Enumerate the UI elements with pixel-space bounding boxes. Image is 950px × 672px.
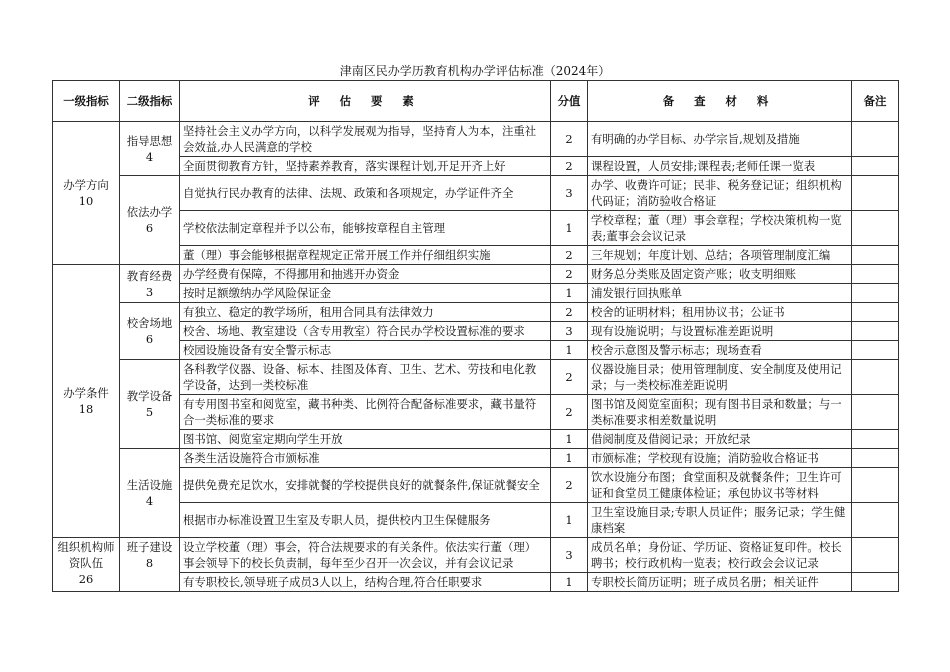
notes-cell — [852, 430, 899, 449]
score-cell: 2 — [551, 360, 588, 395]
criteria-cell: 学校依法制定章程并予以公布，能够按章程自主管理 — [180, 211, 551, 246]
score-cell: 1 — [551, 573, 588, 592]
level1-name: 办学方向 — [63, 178, 109, 192]
level2-cell — [120, 303, 180, 360]
notes-cell — [852, 303, 899, 322]
criteria-cell: 董（理）事会能够根据章程规定正常开展工作并仔细组织实施 — [180, 246, 551, 265]
level2-cell — [120, 360, 180, 449]
materials-cell: 饮水设施分布图；食堂面积及就餐条件；卫生许可证和食堂员工健康体检证；承包协议书等材料 — [588, 468, 852, 503]
criteria-cell: 有专职校长,领导班子成员3人以上，结构合理,符合任职要求 — [180, 573, 551, 592]
score-cell: 1 — [551, 211, 588, 246]
materials-cell: 校舍的证明材料；租用协议书；公证书 — [588, 303, 852, 322]
notes-cell — [852, 157, 899, 176]
level1-score: 18 — [78, 402, 94, 416]
notes-cell — [852, 395, 899, 430]
criteria-cell: 提供免费充足饮水，安排就餐的学校提供良好的就餐条件,保证就餐安全 — [180, 468, 551, 503]
level2-name: 依法办学 — [126, 205, 173, 219]
table-row — [53, 303, 899, 322]
level1-name: 组织机构师资队伍 — [57, 540, 115, 570]
materials-cell: 仪器设施目录；使用管理制度、安全制度及使用记录；与一类校标准差距说明 — [588, 360, 852, 395]
evaluation-table — [52, 80, 899, 592]
criteria-cell: 校舍、场地、教室建设（含专用教室）符合民办学校设置标准的要求 — [180, 322, 551, 341]
header-notes: 备注 — [852, 81, 899, 122]
table-row — [53, 341, 899, 360]
level2-name: 校舍场地 — [126, 316, 173, 330]
level2-score: 3 — [145, 284, 154, 299]
level2-cell — [120, 265, 180, 303]
notes-cell — [852, 538, 899, 573]
notes-cell — [852, 503, 899, 538]
notes-cell — [852, 211, 899, 246]
score-cell: 3 — [551, 176, 588, 211]
notes-cell — [852, 176, 899, 211]
score-cell: 3 — [551, 322, 588, 341]
materials-cell: 浦发银行回执账单 — [588, 284, 852, 303]
header-materials: 备 查 材 料 — [588, 81, 852, 122]
notes-cell — [852, 284, 899, 303]
materials-cell: 办学、收费许可证；民非、税务登记证；组织机构代码证；消防验收合格证 — [588, 176, 852, 211]
level2-cell — [120, 449, 180, 538]
table-row — [53, 246, 899, 265]
document-title: 津南区民办学历教育机构办学评估标准（2024年） — [339, 64, 611, 78]
criteria-cell: 有独立、稳定的教学场所，租用合同具有法律效力 — [180, 303, 551, 322]
level2-score: 4 — [145, 494, 154, 508]
table-row — [53, 449, 899, 468]
score-cell: 1 — [551, 449, 588, 468]
materials-cell: 校舍示意图及警示标志；现场查看 — [588, 341, 852, 360]
table-row — [53, 573, 899, 592]
score-cell: 1 — [551, 430, 588, 449]
table-row — [53, 284, 899, 303]
materials-cell: 学校章程；董（理）事会章程；学校决策机构一览表;董事会会议记录 — [588, 211, 852, 246]
criteria-cell: 有专用图书室和阅览室，藏书种类、比例符合配备标准要求，藏书量符合一类标准的要求 — [180, 395, 551, 430]
criteria-cell: 坚持社会主义办学方向，以科学发展观为指导，坚持育人为本，注重社会效益,办人民满意的学校 — [180, 122, 551, 157]
score-cell: 3 — [551, 538, 588, 573]
criteria-cell: 自觉执行民办教育的法律、法规、政策和各项规定，办学证件齐全 — [180, 176, 551, 211]
criteria-cell: 各科教学仪器、设备、标本、挂图及体育、卫生、艺术、劳技和电化教学设备，达到一类校标准 — [180, 360, 551, 395]
level2-cell — [120, 538, 180, 592]
notes-cell — [852, 322, 899, 341]
table-row — [53, 503, 899, 538]
level2-name: 指导思想 — [126, 133, 173, 148]
level1-cell — [53, 122, 120, 265]
header-level2: 二级指标 — [120, 81, 180, 122]
table-row — [53, 157, 899, 176]
criteria-cell: 校园设施设备有安全警示标志 — [180, 341, 551, 360]
score-cell: 1 — [551, 503, 588, 538]
notes-cell — [852, 341, 899, 360]
materials-cell: 三年规划；年度计划、总结；各项管理制度汇编 — [588, 246, 852, 265]
table-row — [53, 395, 899, 430]
materials-cell: 有明确的办学目标、办学宗旨,规划及措施 — [588, 122, 852, 157]
level1-name: 办学条件 — [63, 386, 109, 400]
notes-cell — [852, 122, 899, 157]
materials-cell: 现有设施说明；与设置标准差距说明 — [588, 322, 852, 341]
header-criteria: 评 估 要 素 — [180, 81, 551, 122]
table-row — [53, 122, 899, 157]
score-cell: 2 — [551, 157, 588, 176]
level2-name: 班子建设 — [126, 540, 173, 554]
level2-score: 5 — [145, 405, 154, 419]
materials-cell: 课程设置，人员安排;课程表;老师任课一览表 — [588, 157, 852, 176]
level1-score: 10 — [78, 194, 94, 208]
notes-cell — [852, 265, 899, 284]
criteria-cell: 全面贯彻教育方针，坚持素养教育，落实课程计划,开足开齐上好 — [180, 157, 551, 176]
notes-cell — [852, 360, 899, 395]
score-cell: 2 — [551, 303, 588, 322]
notes-cell — [852, 246, 899, 265]
materials-cell: 成员名单；身份证、学历证、资格证复印件。校长聘书；校行政机构一览表；校行政会会议记录 — [588, 538, 852, 573]
level1-cell — [53, 538, 120, 592]
notes-cell — [852, 468, 899, 503]
table-row — [53, 176, 899, 211]
score-cell: 2 — [551, 395, 588, 430]
level2-score: 8 — [145, 556, 154, 570]
score-cell: 2 — [551, 122, 588, 157]
criteria-cell: 设立学校董（理）事会，符合法规要求的有关条件。依法实行董（理）事会领导下的校长负责制，每年至少召开一次会议，并有会议记录 — [180, 538, 551, 573]
criteria-cell: 办学经费有保障，不得挪用和抽逃开办资金 — [180, 265, 551, 284]
criteria-cell: 根据市办标准设置卫生室及专职人员，提供校内卫生保健服务 — [180, 503, 551, 538]
level2-score: 6 — [145, 221, 154, 235]
notes-cell — [852, 449, 899, 468]
level2-score: 4 — [145, 149, 154, 164]
level2-cell — [120, 122, 180, 176]
header-score: 分值 — [551, 81, 588, 122]
materials-cell: 专职校长简历证明；班子成员名册；相关证件 — [588, 573, 852, 592]
notes-cell — [852, 573, 899, 592]
criteria-cell: 各类生活设施符合市颁标准 — [180, 449, 551, 468]
table-row — [53, 360, 899, 395]
table-header-row — [53, 81, 899, 122]
score-cell: 2 — [551, 246, 588, 265]
score-cell: 1 — [551, 341, 588, 360]
level2-name: 生活设施 — [126, 478, 173, 492]
level2-score: 6 — [145, 332, 154, 346]
table-row — [53, 430, 899, 449]
table-row — [53, 322, 899, 341]
header-level1: 一级指标 — [53, 81, 120, 122]
score-cell: 2 — [551, 468, 588, 503]
table-row — [53, 538, 899, 573]
table-row — [53, 265, 899, 284]
score-cell: 1 — [551, 284, 588, 303]
level2-name: 教育经费 — [126, 268, 173, 283]
table-row — [53, 468, 899, 503]
materials-cell: 财务总分类账及固定资产账；收支明细账 — [588, 265, 852, 284]
level1-score: 26 — [78, 572, 94, 586]
table-row — [53, 211, 899, 246]
materials-cell: 借阅制度及借阅记录；开放纪录 — [588, 430, 852, 449]
materials-cell: 卫生室设施目录;专职人员证件；服务记录；学生健康档案 — [588, 503, 852, 538]
level2-cell — [120, 176, 180, 265]
criteria-cell: 按时足额缴纳办学风险保证金 — [180, 284, 551, 303]
materials-cell: 图书馆及阅览室面积；现有图书目录和数量；与一类标准要求相差数量说明 — [588, 395, 852, 430]
level2-name: 教学设备 — [126, 389, 173, 403]
level1-cell — [53, 265, 120, 538]
score-cell: 2 — [551, 265, 588, 284]
materials-cell: 市颁标准；学校现有设施；消防验收合格证书 — [588, 449, 852, 468]
criteria-cell: 图书馆、阅览室定期向学生开放 — [180, 430, 551, 449]
